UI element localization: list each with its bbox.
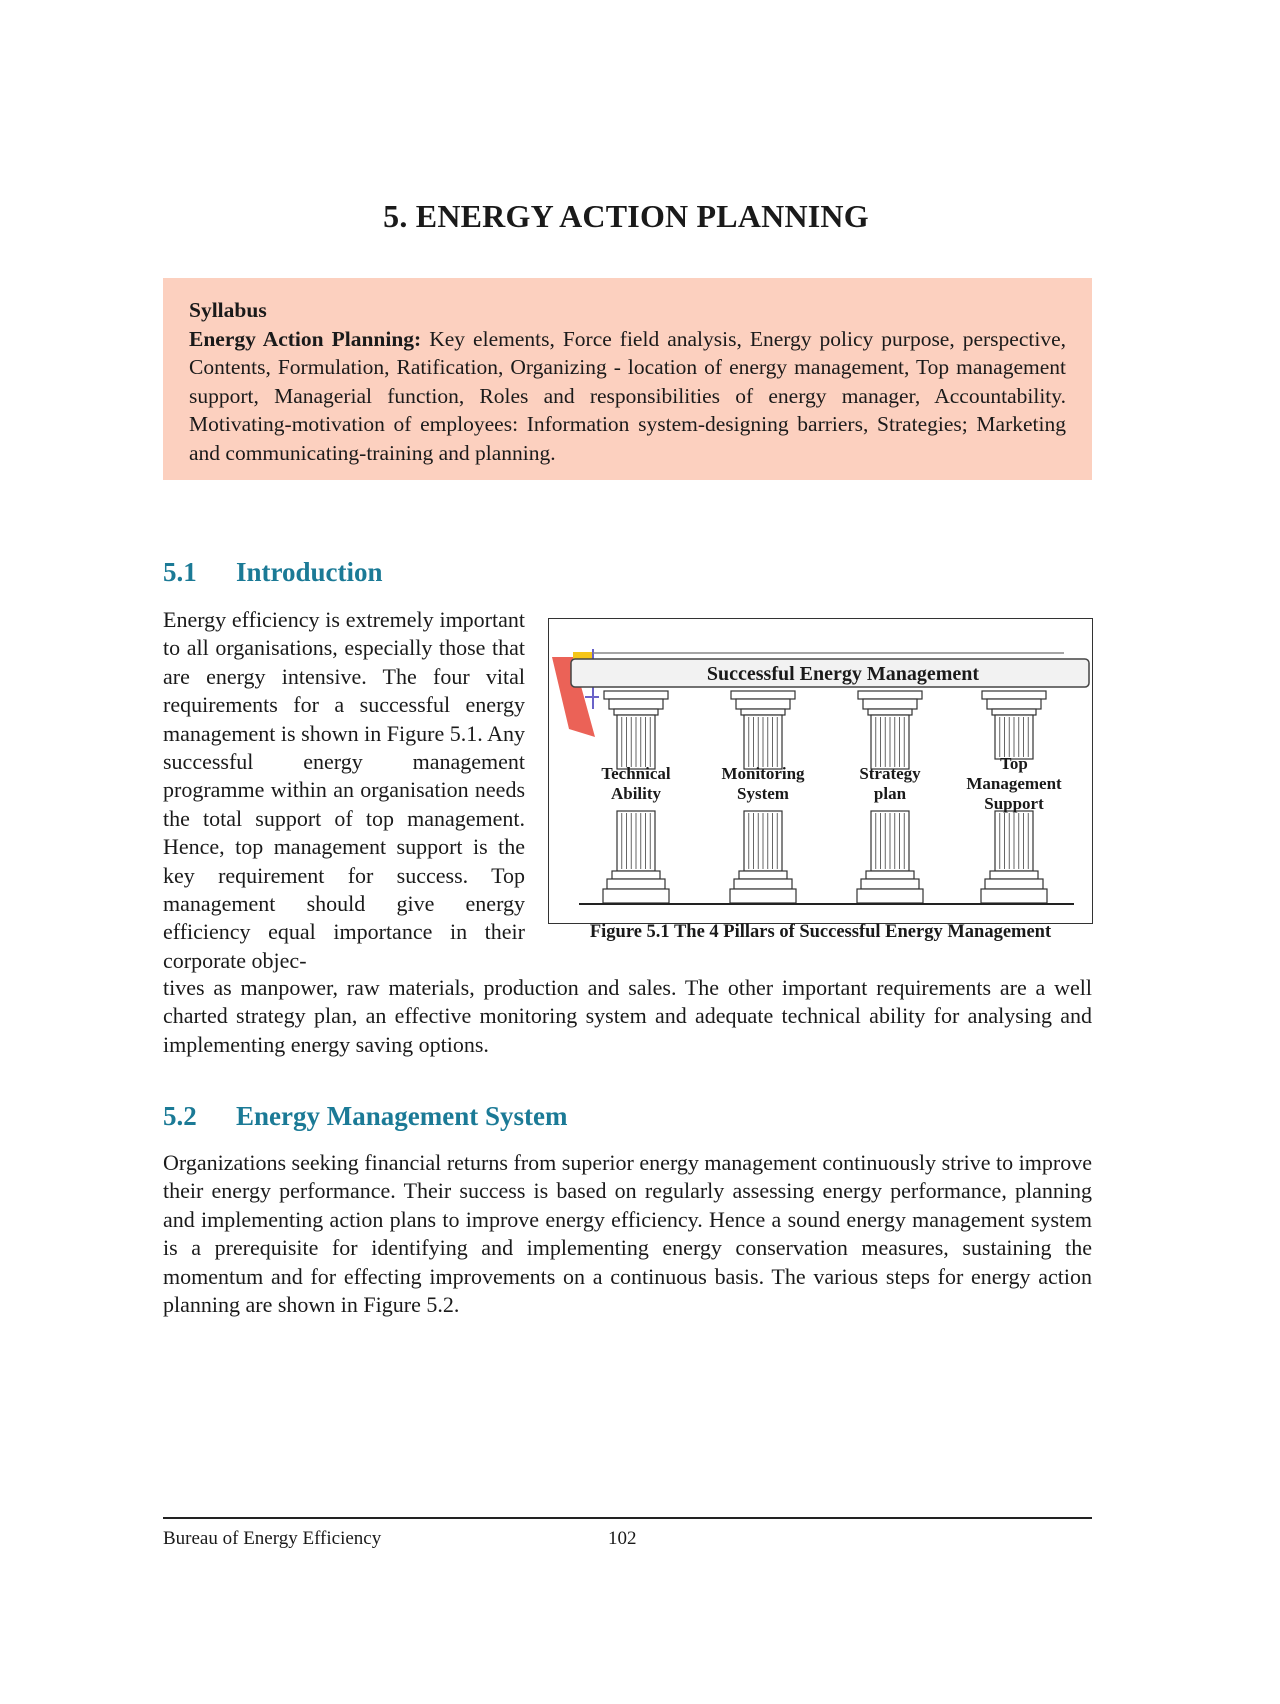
pillar-base [739, 871, 787, 879]
syllabus-body: Key elements, Force field analysis, Energy policy purpose, perspective, Contents, Formulation, Ratification, Organizing - location of energy management, Top management support, Managerial function, Roles and responsibilities of energy manager, Accountability. Motivating-motivation of employees: Information system-designing barriers, Strategies; Marketing and communicating-training and planning. [189, 326, 1066, 465]
footer-rule [163, 1517, 1092, 1519]
syllabus-box [163, 278, 1092, 480]
page-number: 102 [608, 1528, 637, 1549]
pillar-capital [609, 699, 663, 709]
pillars-group [601, 691, 1062, 903]
banner-text: Successful Energy Management [706, 663, 980, 685]
syllabus-lead: Energy Action Planning: [189, 326, 422, 351]
pillar-base [607, 879, 665, 889]
pillars-figure [548, 618, 1093, 924]
pillar-base [861, 879, 919, 889]
pillar-label: Monitoring [721, 764, 805, 783]
ems-paragraph: Organizations seeking financial returns from superior energy management continuously strive to improve their energy performance. Their success is based on regularly assessing energy performance, planning and implementing action plans to improve energy efficiency. Hence a sound energy management system is a prerequisite for identifying and implementing energy conservation measures, sustaining the momentum and for effecting improvements on a continuous basis. The various steps for energy action planning are shown in Figure 5.2. [163, 1150, 1092, 1318]
footer-organization: Bureau of Energy Efficiency [163, 1528, 382, 1549]
pillar-capital [604, 691, 668, 699]
pillar-label: Top [1000, 754, 1028, 773]
section-heading-introduction [163, 557, 383, 588]
pillar-plinth [603, 889, 669, 903]
section-title: Introduction [236, 557, 383, 587]
pillar-capital [858, 691, 922, 699]
pillar-label: Management [966, 774, 1062, 793]
syllabus-text [189, 325, 1066, 468]
pillar-capital [736, 699, 790, 709]
figure-caption: Figure 5.1 The 4 Pillars of Successful Energy Management [589, 922, 1052, 942]
pillar-label: Strategy [859, 764, 921, 783]
intro-paragraph: Energy efficiency is extremely important to all organisations, especially those that are energy intensive. The four vital requirements for a successful energy management is shown in Figure 5.1. Any successful energy management programme within an organisation needs the total support of top management. Hence, top management support is the key requirement for success. Top management should give energy efficiency equal importance in their corporate objec- [163, 607, 525, 973]
section-heading-ems [163, 1101, 567, 1132]
pillar-base [985, 879, 1043, 889]
chapter-title: 5. ENERGY ACTION PLANNING [383, 198, 869, 234]
section-number: 5.1 [163, 557, 197, 587]
pillar-base [990, 871, 1038, 879]
pillar [721, 691, 805, 903]
pillar-label: Support [984, 794, 1044, 813]
pillar-label: System [737, 784, 789, 803]
pillar-label: plan [873, 784, 907, 803]
pillar [857, 691, 923, 903]
pillar-capital [614, 709, 658, 715]
section-title: Energy Management System [236, 1101, 568, 1131]
pillar-plinth [730, 889, 796, 903]
pillar-capital [987, 699, 1041, 709]
pillar-label: Technical [601, 764, 671, 783]
intro-paragraph-continued: tives as manpower, raw materials, production and sales. The other important requirements are a well charted strategy plan, an effective monitoring system and adequate technical ability for analysing and implementing energy saving options. [163, 975, 1092, 1057]
pillar-capital [982, 691, 1046, 699]
pillar-base [866, 871, 914, 879]
pillars-diagram [549, 619, 1094, 925]
pillar-capital [731, 691, 795, 699]
pillar-capital [863, 699, 917, 709]
pillar-base [612, 871, 660, 879]
pillar-base [734, 879, 792, 889]
pillar-capital [992, 709, 1036, 715]
pillar [601, 691, 671, 903]
pillar-capital [868, 709, 912, 715]
pillar-label: Ability [610, 784, 662, 803]
pillar-plinth [857, 889, 923, 903]
pillar-capital [741, 709, 785, 715]
section-number: 5.2 [163, 1101, 197, 1131]
syllabus-heading: Syllabus [189, 298, 267, 322]
pillar [966, 691, 1062, 903]
pillar-plinth [981, 889, 1047, 903]
